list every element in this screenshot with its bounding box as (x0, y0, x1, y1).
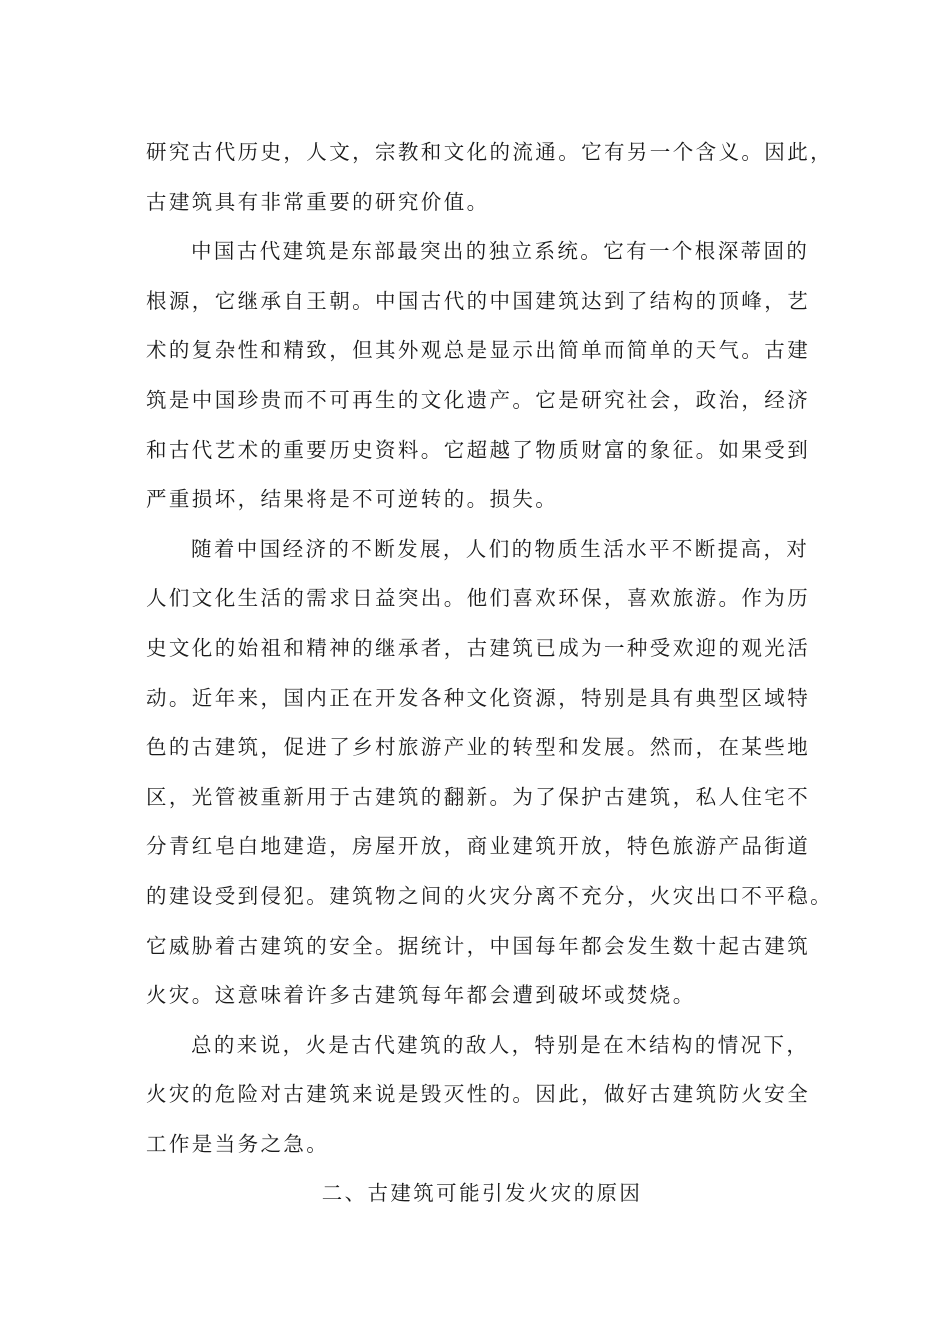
text-line: 史文化的始祖和精神的继承者，古建筑已成为一种受欢迎的观光活 (146, 635, 811, 660)
text-line: 古建筑具有非常重要的研究价值。 (146, 189, 490, 214)
section-heading: 二、古建筑可能引发火灾的原因 (321, 1181, 643, 1206)
paragraph-4 (146, 1021, 818, 1170)
text-line: 术的复杂性和精致，但其外观总是显示出简单而简单的天气。古建 (146, 338, 811, 363)
text-line: 工作是当务之急。 (146, 1131, 330, 1156)
text-line: 色的古建筑，促进了乡村旅游产业的转型和发展。然而，在某些地 (146, 735, 811, 760)
text-line: 区，光管被重新用于古建筑的翻新。为了保护古建筑，私人住宅不 (146, 784, 811, 809)
paragraph-1 (146, 128, 833, 227)
text-line: 火灾。这意味着许多古建筑每年都会遭到破坏或焚烧。 (146, 983, 696, 1008)
text-line: 总的来说，火是古代建筑的敌人，特别是在木结构的情况下， (191, 1032, 810, 1057)
text-line: 动。近年来，国内正在开发各种文化资源，特别是具有典型区域特 (146, 685, 811, 710)
text-line: 火灾的危险对古建筑来说是毁灭性的。因此，做好古建筑防火安全 (146, 1082, 811, 1107)
text-line: 分青红皂白地建造，房屋开放，商业建筑开放，特色旅游产品街道 (146, 834, 811, 859)
text-line: 筑是中国珍贵而不可再生的文化遗产。它是研究社会，政治，经济 (146, 387, 811, 412)
paragraph-2 (146, 227, 818, 525)
text-line: 的建设受到侵犯。建筑物之间的火灾分离不充分，火灾出口不平稳。 (146, 883, 833, 908)
text-line: 中国古代建筑是东部最突出的独立系统。它有一个根深蒂固的 (191, 239, 810, 264)
text-line: 随着中国经济的不断发展，人们的物质生活水平不断提高，对 (191, 536, 810, 561)
text-line: 它威胁着古建筑的安全。据统计，中国每年都会发生数十起古建筑 (146, 933, 811, 958)
document-body (146, 128, 833, 1219)
text-line: 研究古代历史，人文，宗教和文化的流通。它有另一个含义。因此， (146, 140, 833, 164)
text-line: 人们文化生活的需求日益突出。他们喜欢环保，喜欢旅游。作为历 (146, 586, 811, 611)
paragraph-3 (146, 525, 833, 1021)
text-line: 根源，它继承自王朝。中国古代的中国建筑达到了结构的顶峰，艺 (146, 288, 811, 313)
text-line: 和古代艺术的重要历史资料。它超越了物质财富的象征。如果受到 (146, 437, 811, 462)
text-line: 严重损坏，结果将是不可逆转的。损失。 (146, 487, 559, 512)
